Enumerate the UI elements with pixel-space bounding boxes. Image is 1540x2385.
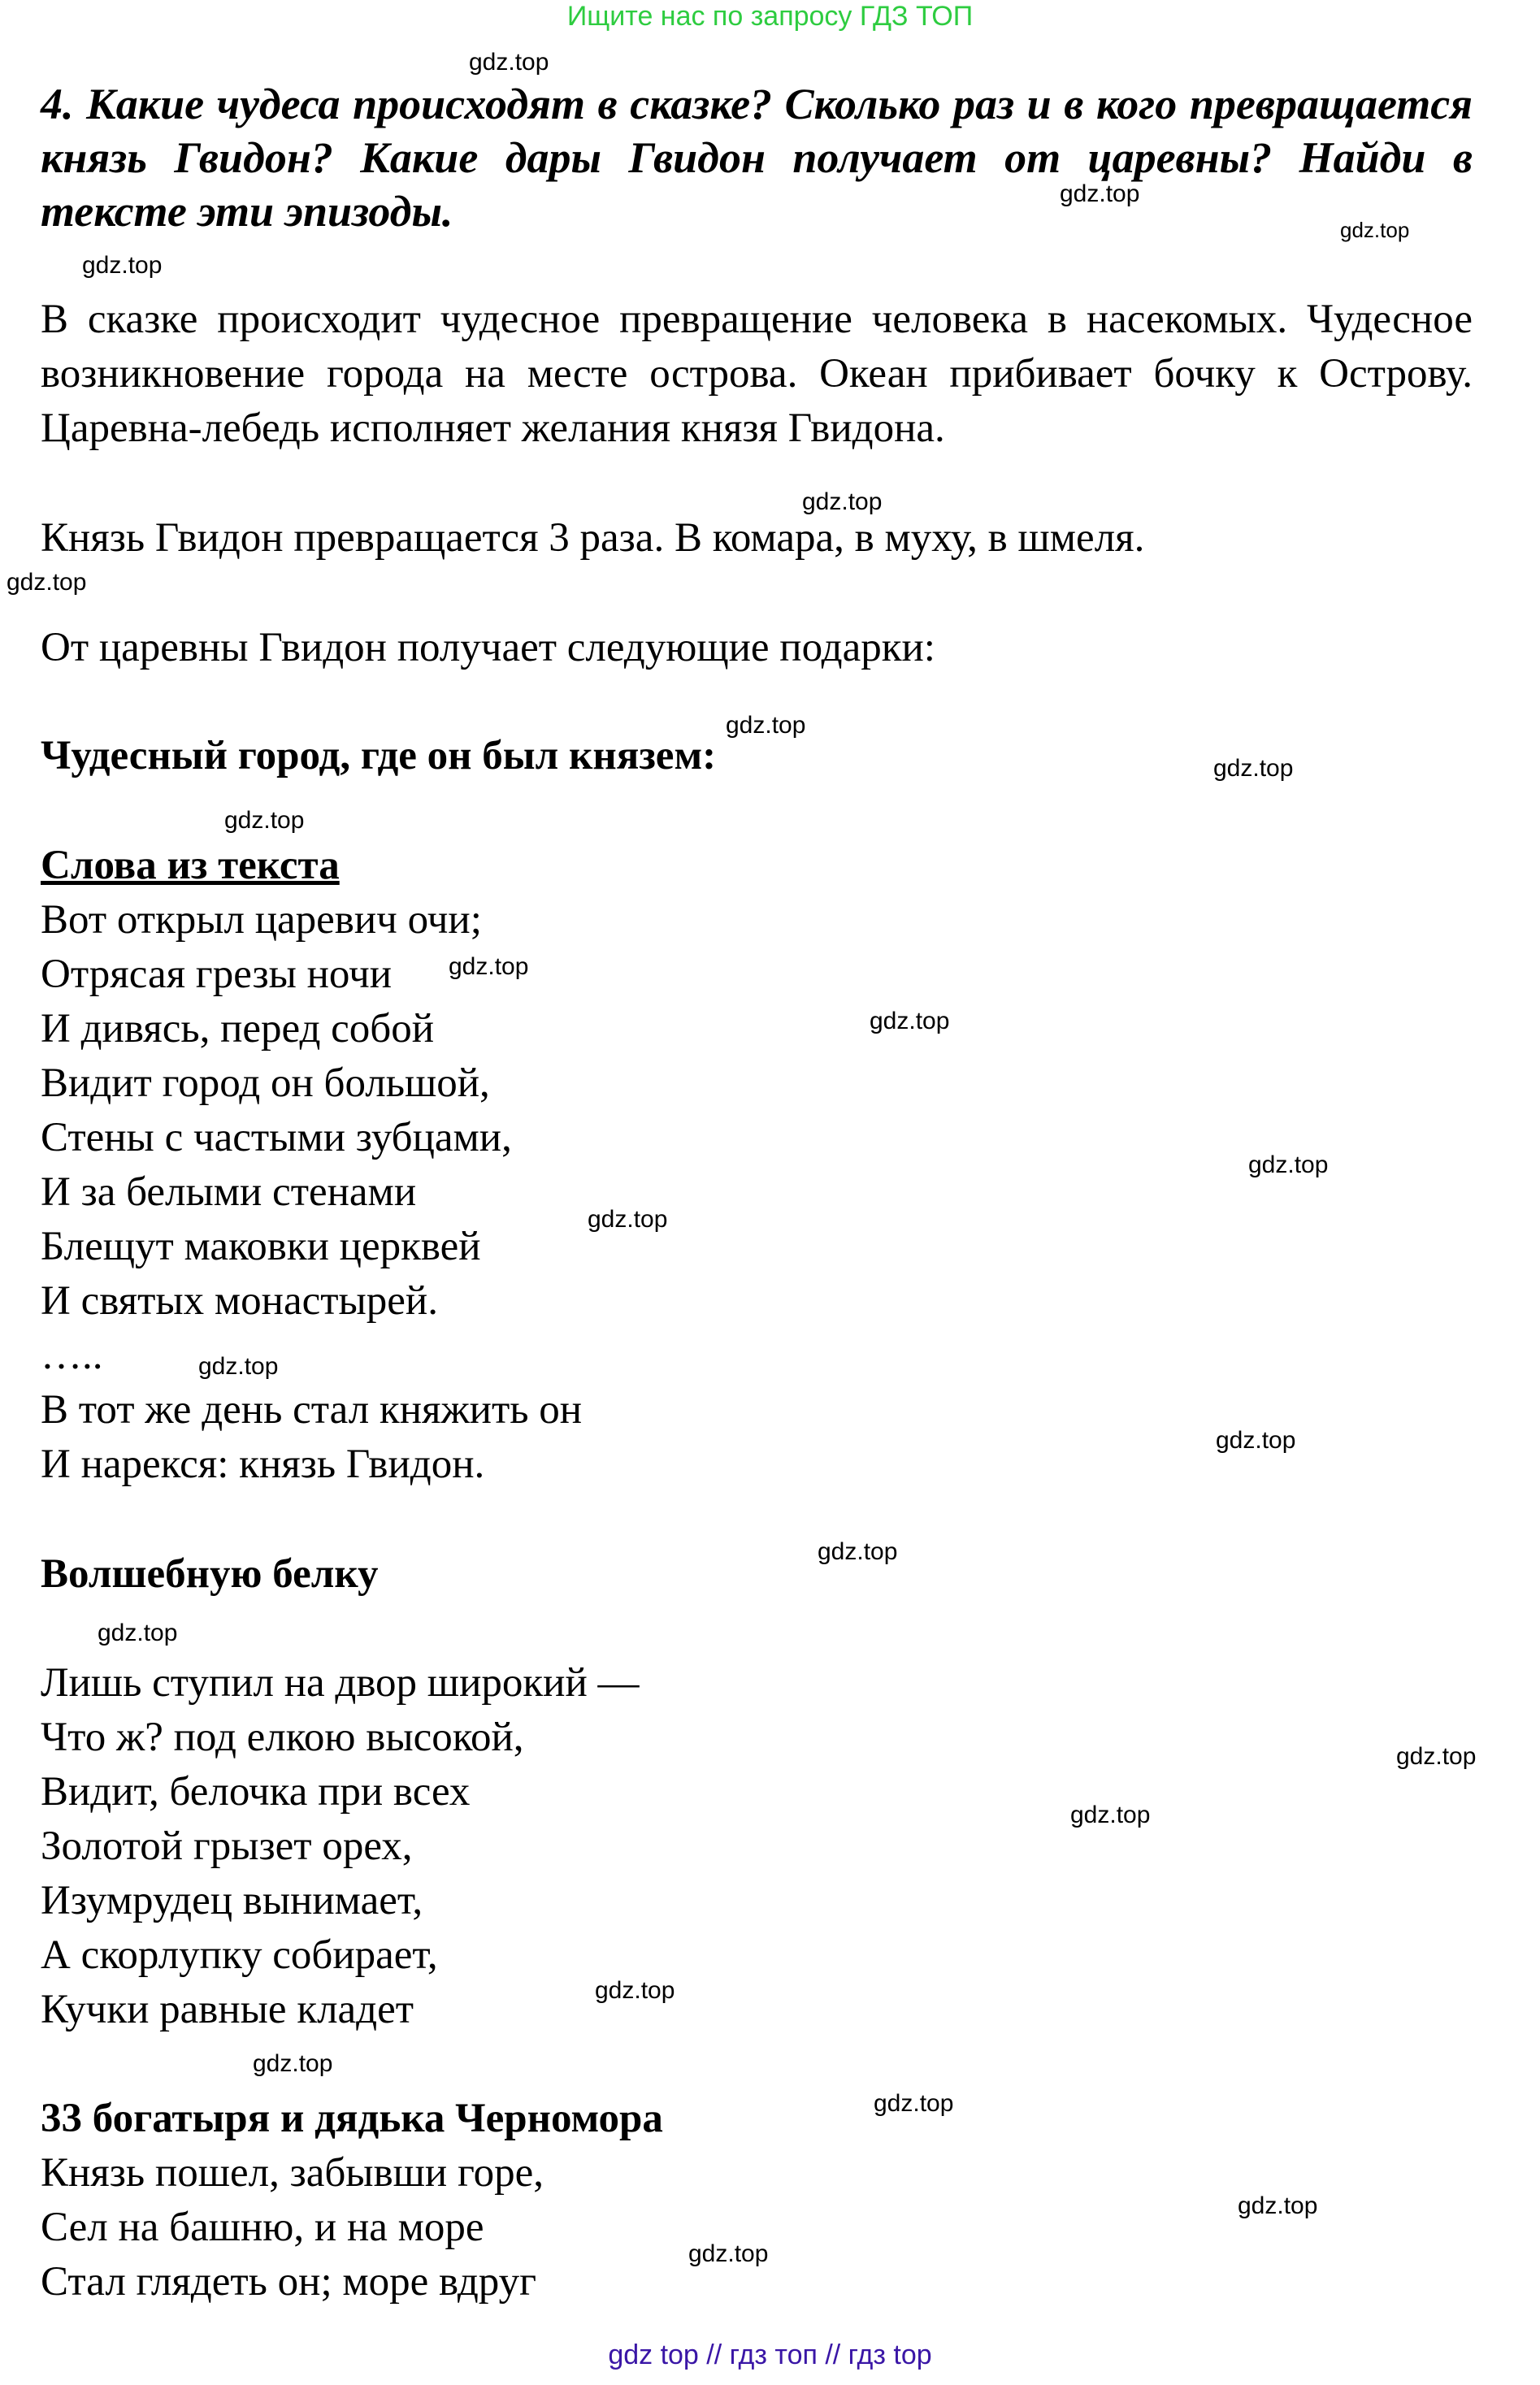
gifts-intro: От царевны Гвидон получает следующие подарки: <box>41 625 935 670</box>
section1-subheading: Слова из текста <box>41 843 340 888</box>
poem-line: Стал глядеть он; море вдруг <box>41 2259 537 2305</box>
watermark: gdz.top <box>870 1008 950 1034</box>
poem-line: Вот открыл царевич очи; <box>41 897 482 943</box>
poem-line: И святых монастырей. <box>41 1278 438 1324</box>
watermark: gdz.top <box>449 953 529 980</box>
watermark: gdz.top <box>588 1206 668 1233</box>
watermark: gdz.top <box>198 1353 279 1380</box>
poem-line: Кучки равные кладет <box>41 1987 414 2032</box>
watermark: gdz.top <box>469 49 549 76</box>
poem-line: Лишь ступил на двор широкий — <box>41 1660 640 1706</box>
watermark: gdz.top <box>726 712 806 739</box>
section1-heading: Чудесный город, где он был князем: <box>41 733 717 778</box>
poem-line: И нарекся: князь Гвидон. <box>41 1442 485 1487</box>
watermark: gdz.top <box>1213 755 1294 782</box>
watermark: gdz.top <box>802 488 883 515</box>
watermark: gdz.top <box>253 2050 333 2077</box>
watermark: gdz.top <box>1396 1743 1477 1770</box>
section3-heading: 33 богатыря и дядька Черномора <box>41 2096 663 2141</box>
ellipsis: ….. <box>41 1333 103 1378</box>
watermark: gdz.top <box>82 252 163 279</box>
poem-line: Видит город он большой, <box>41 1060 490 1106</box>
watermark: gdz.top <box>1340 218 1410 242</box>
watermark: gdz.top <box>7 569 87 596</box>
poem-line: Сел на башню, и на море <box>41 2205 484 2250</box>
watermark: gdz.top <box>224 807 305 834</box>
poem-line: Что ж? под елкою высокой, <box>41 1715 524 1760</box>
poem-line: И за белыми стенами <box>41 1169 417 1215</box>
poem-line: И дивясь, перед собой <box>41 1006 435 1052</box>
transformations-text: Князь Гвидон превращается 3 раза. В комара, в муху, в шмеля. <box>41 515 1145 561</box>
poem-line: Стены с частыми зубцами, <box>41 1115 512 1160</box>
poem-line: Князь пошел, забывши горе, <box>41 2150 544 2196</box>
poem-line: Отрясая грезы ночи <box>41 952 393 997</box>
section2-heading: Волшебную белку <box>41 1551 379 1597</box>
watermark: gdz.top <box>818 1538 898 1565</box>
watermark: gdz.top <box>1060 180 1140 207</box>
answer-paragraph: В сказке происходит чудесное превращение человека в насекомых. Чудесное возникновение города на месте острова. Океан прибивает бочку к Острову. Царевна-лебедь исполняет желания князя Гвидона. <box>41 297 1473 451</box>
footer-links[interactable]: gdz top // гдз топ // гдз top <box>608 2339 932 2370</box>
poem-line: А скорлупку собирает, <box>41 1932 438 1978</box>
watermark: gdz.top <box>1216 1427 1296 1454</box>
watermark: gdz.top <box>1238 2192 1318 2219</box>
question-text: 4. Какие чудеса происходят в сказке? Сколько раз и в кого превращается князь Гвидон? Какие дары Гвидон получает от царевны? Найди в тексте эти эпизоды. <box>41 80 1473 236</box>
watermark: gdz.top <box>1248 1151 1329 1178</box>
poem-line: Изумрудец вынимает, <box>41 1878 423 1923</box>
watermark: gdz.top <box>595 1977 675 2004</box>
poem-line: Золотой грызет орех, <box>41 1823 413 1869</box>
poem-line: В тот же день стал княжить он <box>41 1387 583 1433</box>
site-banner[interactable]: Ищите нас по запросу ГДЗ ТОП <box>566 1 974 32</box>
watermark: gdz.top <box>98 1620 178 1646</box>
poem-line: Блещут маковки церквей <box>41 1224 481 1269</box>
watermark: gdz.top <box>1070 1802 1151 1828</box>
watermark: gdz.top <box>688 2240 769 2267</box>
poem-line: Видит, белочка при всех <box>41 1769 471 1815</box>
watermark: gdz.top <box>874 2090 954 2117</box>
